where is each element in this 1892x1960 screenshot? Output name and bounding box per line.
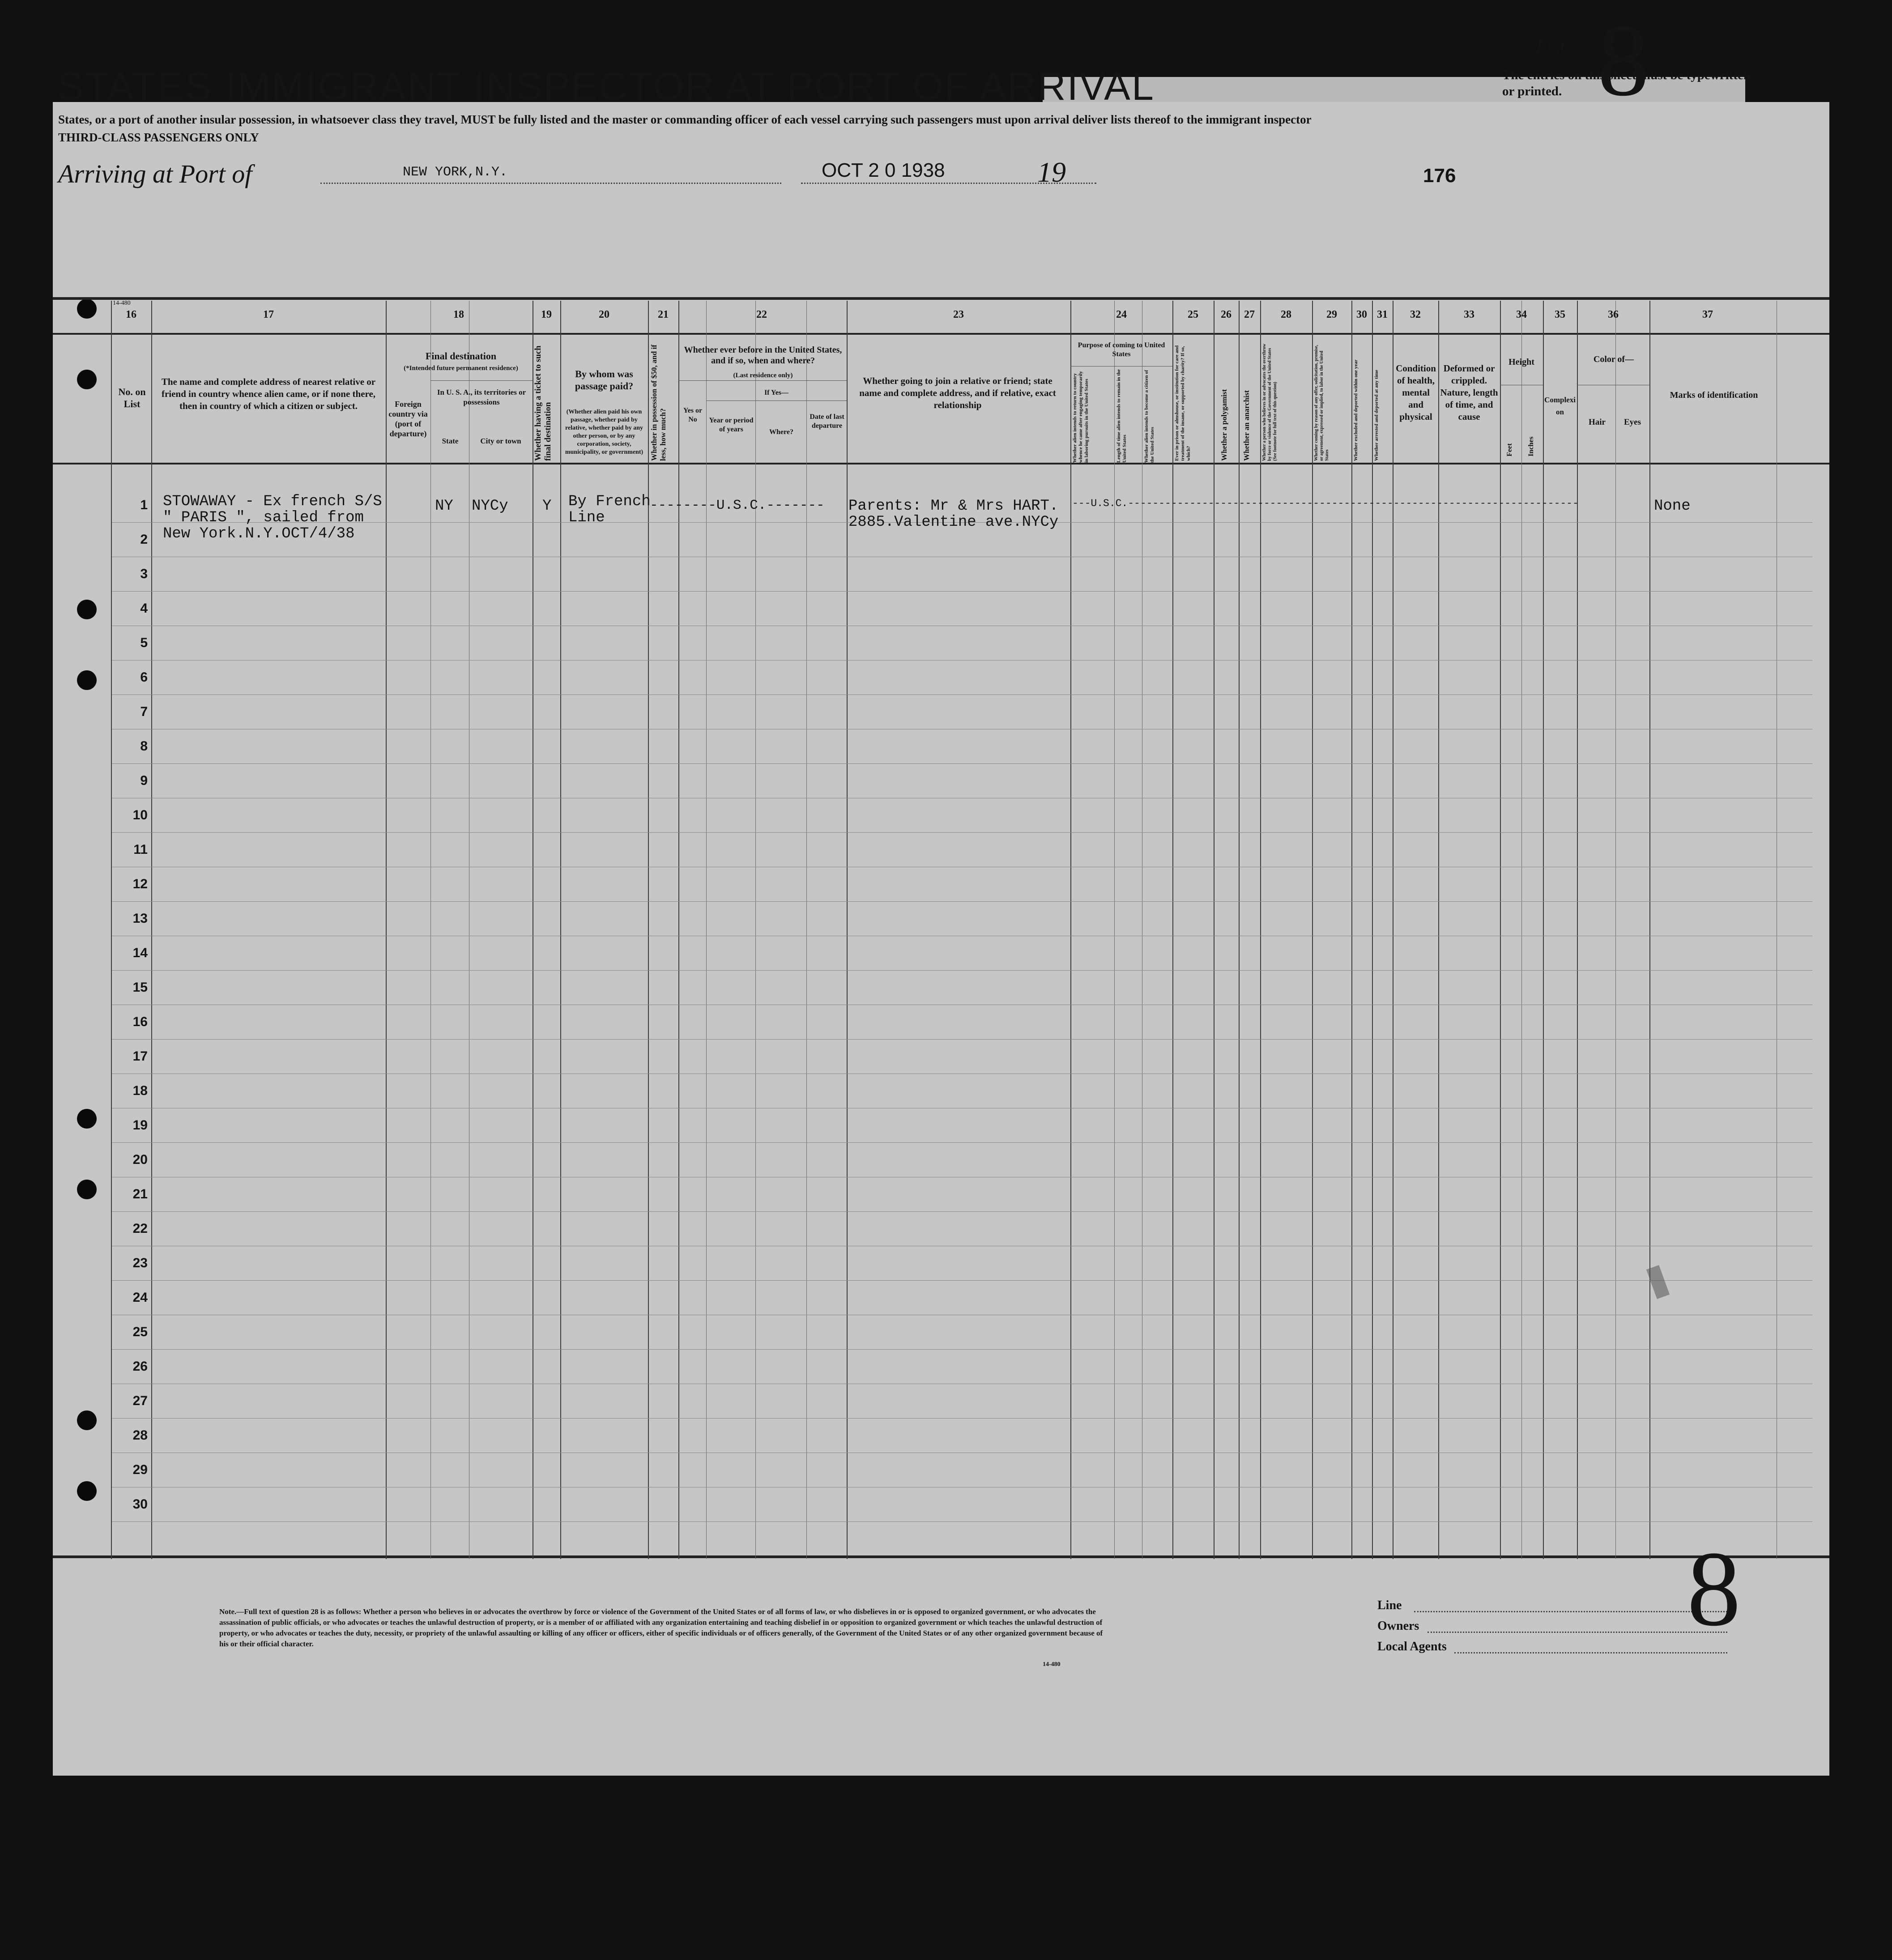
row-rule bbox=[112, 1349, 1812, 1350]
row-number: 28 bbox=[132, 1428, 148, 1443]
list-number: 8 bbox=[1598, 3, 1649, 117]
header-arrested: Whether arrested and deported at any time bbox=[1374, 370, 1379, 461]
row-number: 19 bbox=[132, 1118, 148, 1133]
punch-hole bbox=[77, 600, 97, 619]
row-number: 5 bbox=[140, 635, 148, 650]
row-number: 26 bbox=[132, 1359, 148, 1374]
row-number: 12 bbox=[132, 877, 148, 891]
line-label: Line bbox=[1377, 1598, 1402, 1612]
year-prefix: 19 bbox=[1037, 156, 1066, 188]
header-yes-no: Yes or No bbox=[683, 407, 703, 423]
row-rule bbox=[112, 1142, 1812, 1143]
punch-hole bbox=[77, 1109, 97, 1129]
row-number: 13 bbox=[132, 911, 148, 926]
column-number: 17 bbox=[263, 309, 274, 320]
row-number: 18 bbox=[132, 1083, 148, 1098]
row-number: 20 bbox=[132, 1152, 148, 1167]
row-rule bbox=[112, 1521, 1812, 1522]
column-number: 21 bbox=[658, 309, 669, 320]
row-number: 27 bbox=[132, 1393, 148, 1408]
header-color-of: Color of— bbox=[1593, 354, 1634, 364]
list-number-handwritten: 8 bbox=[1687, 1529, 1741, 1648]
header-purpose-citizen: Whether alien intends to become a citizen of the United States bbox=[1144, 370, 1155, 463]
row-number: 14 bbox=[132, 946, 148, 960]
header-date-departure: Date of last departure bbox=[810, 413, 844, 430]
column-number: 20 bbox=[599, 309, 609, 320]
row-number: 6 bbox=[140, 670, 148, 685]
header-anarchist: Whether an anarchist bbox=[1242, 390, 1251, 461]
header-relative: The name and complete address of nearest relative or friend in country whence alien came, or if none there, then in country of which a citizen or subject. bbox=[161, 376, 376, 411]
form-code-top: 14-480 bbox=[113, 300, 131, 307]
header-ticket: Whether having a ticket to such final destination bbox=[533, 345, 553, 461]
column-number: 31 bbox=[1377, 309, 1388, 320]
punch-hole bbox=[77, 670, 97, 690]
class-line: THIRD-CLASS PASSENGERS ONLY bbox=[58, 131, 259, 144]
header-prison: Ever in prison or almshouse, or institution for care and treatment of the insane, or supported by charity? If so, which? bbox=[1174, 345, 1191, 461]
row-number: 10 bbox=[132, 808, 148, 822]
column-number: 30 bbox=[1356, 309, 1367, 320]
row-rule bbox=[112, 970, 1812, 971]
row-rule bbox=[112, 1211, 1812, 1212]
header-ever-before-sub: (Last residence only) bbox=[733, 372, 793, 379]
header-eyes: Eyes bbox=[1624, 418, 1641, 427]
port-value: NEW YORK,N.Y. bbox=[403, 165, 508, 180]
row-number: 2 bbox=[140, 532, 148, 547]
row-rule bbox=[112, 832, 1812, 833]
column-number: 23 bbox=[953, 309, 964, 320]
header-polygamist: Whether a polygamist bbox=[1220, 389, 1228, 461]
column-number: 33 bbox=[1464, 309, 1474, 320]
relative-line-2: " PARIS ", sailed from bbox=[163, 509, 364, 526]
header-excluded: Whether excluded and deported within one year bbox=[1353, 359, 1359, 461]
header-city: City or town bbox=[480, 437, 521, 445]
relative-line-3: New York.N.Y.OCT/4/38 bbox=[163, 525, 355, 542]
column-number: 19 bbox=[541, 309, 552, 320]
prior-us-value: --------U.S.C.------- bbox=[650, 498, 825, 513]
header-in-usa: In U. S. A., its territories or possessions bbox=[437, 388, 526, 406]
row-rule bbox=[112, 591, 1812, 592]
header-complexion: Complexion bbox=[1544, 396, 1576, 416]
column-number: 22 bbox=[756, 309, 767, 320]
destination-city: NYCy bbox=[472, 498, 508, 515]
page-title: STATES IMMIGRANT INSPECTOR AT PORT OF ARRIVAL bbox=[57, 64, 1155, 108]
row-number: 21 bbox=[132, 1187, 148, 1202]
header-foreign-country: Foreign country via (port of departure) bbox=[388, 400, 428, 438]
header-marks: Marks of identification bbox=[1670, 390, 1758, 400]
marks-value: None bbox=[1654, 498, 1691, 515]
date-stamp: OCT 2 0 1938 bbox=[822, 159, 945, 181]
header-height: Height bbox=[1508, 357, 1534, 367]
row-number: 17 bbox=[132, 1049, 148, 1064]
column-number: 26 bbox=[1221, 309, 1232, 320]
local-agents-label: Local Agents bbox=[1377, 1640, 1447, 1653]
header-overthrow: Whether a person who believes in or advocates the overthrow by force or violence of the Government of the United States (See footnote for full text of this question) bbox=[1262, 344, 1278, 461]
row-number: 9 bbox=[140, 773, 148, 788]
header-health: Condition of health, mental and physical bbox=[1396, 363, 1436, 422]
punch-hole bbox=[77, 299, 97, 319]
entries-note: The entries on this sheet must be typewritten or printed. bbox=[1502, 68, 1751, 98]
purpose-value: ---U.S.C.------------------------------------------------------------------------- bbox=[1072, 498, 1579, 509]
row-number: 7 bbox=[140, 704, 148, 719]
manifest-sheet bbox=[53, 102, 1829, 1776]
paid-by-line-2: Line bbox=[568, 509, 605, 526]
punch-hole bbox=[77, 1481, 97, 1501]
header-join-relative: Whether going to join a relative or friend; state name and complete address, and if relative, exact relationship bbox=[859, 375, 1056, 410]
header-feet: Feet bbox=[1506, 443, 1513, 456]
column-number: 16 bbox=[126, 309, 136, 320]
instruction-line: States, or a port of another insular possession, in whatsoever class they travel, MUST be fully listed and the master or commanding officer of each vessel carrying such passengers must upon arrival deliver lists thereof to the immigrant inspector bbox=[58, 113, 1312, 126]
join-relative-line-1: Parents: Mr & Mrs HART. bbox=[848, 498, 1059, 515]
column-number: 29 bbox=[1326, 309, 1337, 320]
row-number: 24 bbox=[132, 1290, 148, 1305]
footnote-question-28: Note.—Full text of question 28 is as follows: Whether a person who believes in or advocates the overthrow by force or violence of the Government of the United States or of all forms of law, or who disbelieves in or is opposed to organized government, or who advocates the assassination of public officials, or who advocates or teaches the unlawful destruction of property, or is a member of or affiliated with any organization entertaining and teaching disbelief in or opposition to organized government or which teaches the unlawful destruction of property, or who advocates or teaches the duty, necessity, or propriety of the unlawful assaulting or killing of any officer or officers, either of specific individuals or of officers generally, of the Government of the United States or of any other organized government because of his or their official character. bbox=[219, 1607, 1103, 1648]
row-number: 15 bbox=[132, 980, 148, 995]
header-hair: Hair bbox=[1589, 418, 1606, 427]
header-purpose-length: Length of time alien intends to remain in the United States bbox=[1116, 369, 1127, 463]
row-rule bbox=[112, 763, 1812, 764]
header-state: State bbox=[442, 437, 459, 445]
header-where: Where? bbox=[769, 428, 793, 436]
row-rule bbox=[112, 901, 1812, 902]
header-deformed: Deformed or crippled. Nature, length of time, and cause bbox=[1440, 363, 1498, 422]
relative-line-1: STOWAWAY - Ex french S/S bbox=[163, 493, 382, 510]
column-number: 24 bbox=[1116, 309, 1127, 320]
punch-hole bbox=[77, 370, 97, 389]
column-number: 34 bbox=[1516, 309, 1527, 320]
form-code-bottom: 14-480 bbox=[1043, 1661, 1061, 1668]
row-number: 1 bbox=[140, 498, 148, 512]
row-number: 4 bbox=[140, 601, 148, 616]
row-rule bbox=[112, 1039, 1812, 1040]
column-number: 18 bbox=[453, 309, 464, 320]
row-number: 30 bbox=[132, 1497, 148, 1512]
header-passage-paid-sub: (Whether alien paid his own passage, whether paid by relative, whether paid by any other person, or by any corporation, society, municipality, or government) bbox=[565, 409, 643, 456]
header-passage-paid: By whom was passage paid? bbox=[575, 368, 634, 392]
owners-label: Owners bbox=[1377, 1619, 1419, 1633]
row-number: 11 bbox=[133, 842, 148, 857]
arriving-label: Arriving at Port of bbox=[58, 159, 252, 188]
list-label: List bbox=[1536, 35, 1566, 57]
row-number: 29 bbox=[132, 1462, 148, 1477]
row-number: 25 bbox=[132, 1325, 148, 1339]
row-number: 8 bbox=[140, 739, 148, 754]
row-number: 16 bbox=[132, 1014, 148, 1029]
punch-hole bbox=[77, 1180, 97, 1199]
row-rule bbox=[112, 1280, 1812, 1281]
header-no-on-list: No. on List bbox=[118, 386, 146, 409]
column-number: 36 bbox=[1608, 309, 1619, 320]
row-number: 22 bbox=[132, 1221, 148, 1236]
ticket-value: Y bbox=[542, 498, 552, 515]
header-labor-offer: Whether coming by reason of any offer, solicitation, promise, or agreement, expressed or implied, to labor in the United States bbox=[1314, 345, 1330, 461]
column-number: 28 bbox=[1281, 309, 1291, 320]
header-inches: Inches bbox=[1527, 436, 1535, 456]
header-final-destination-sub: (*Intended future permanent residence) bbox=[404, 365, 518, 372]
paid-by-line-1: By French bbox=[568, 493, 651, 510]
list-code: 176 bbox=[1423, 165, 1456, 187]
row-number: 23 bbox=[132, 1256, 148, 1270]
punch-hole bbox=[77, 1410, 97, 1430]
join-relative-line-2: 2885.Valentine ave.NYCy bbox=[848, 514, 1059, 531]
column-number: 35 bbox=[1555, 309, 1565, 320]
row-rule bbox=[112, 1418, 1812, 1419]
header-purpose: Purpose of coming to United States bbox=[1078, 341, 1165, 358]
header-year-period: Year or period of years bbox=[709, 417, 754, 433]
destination-state: NY bbox=[435, 498, 453, 515]
column-number: 32 bbox=[1410, 309, 1421, 320]
header-fifty-dollars: Whether in possession of $50, and if less, how much? bbox=[650, 345, 667, 461]
column-number: 27 bbox=[1244, 309, 1255, 320]
column-number: 25 bbox=[1188, 309, 1198, 320]
header-ever-before: Whether ever before in the United States, and if so, when and where? bbox=[684, 345, 842, 366]
row-number: 3 bbox=[140, 567, 148, 581]
header-final-destination: Final destination bbox=[425, 350, 497, 362]
header-if-yes: If Yes— bbox=[764, 389, 789, 396]
column-number: 37 bbox=[1702, 309, 1713, 320]
header-purpose-return: Whether alien intends to return to country whence he came after engaging temporarily in laboring pursuits in the United States bbox=[1072, 371, 1089, 463]
